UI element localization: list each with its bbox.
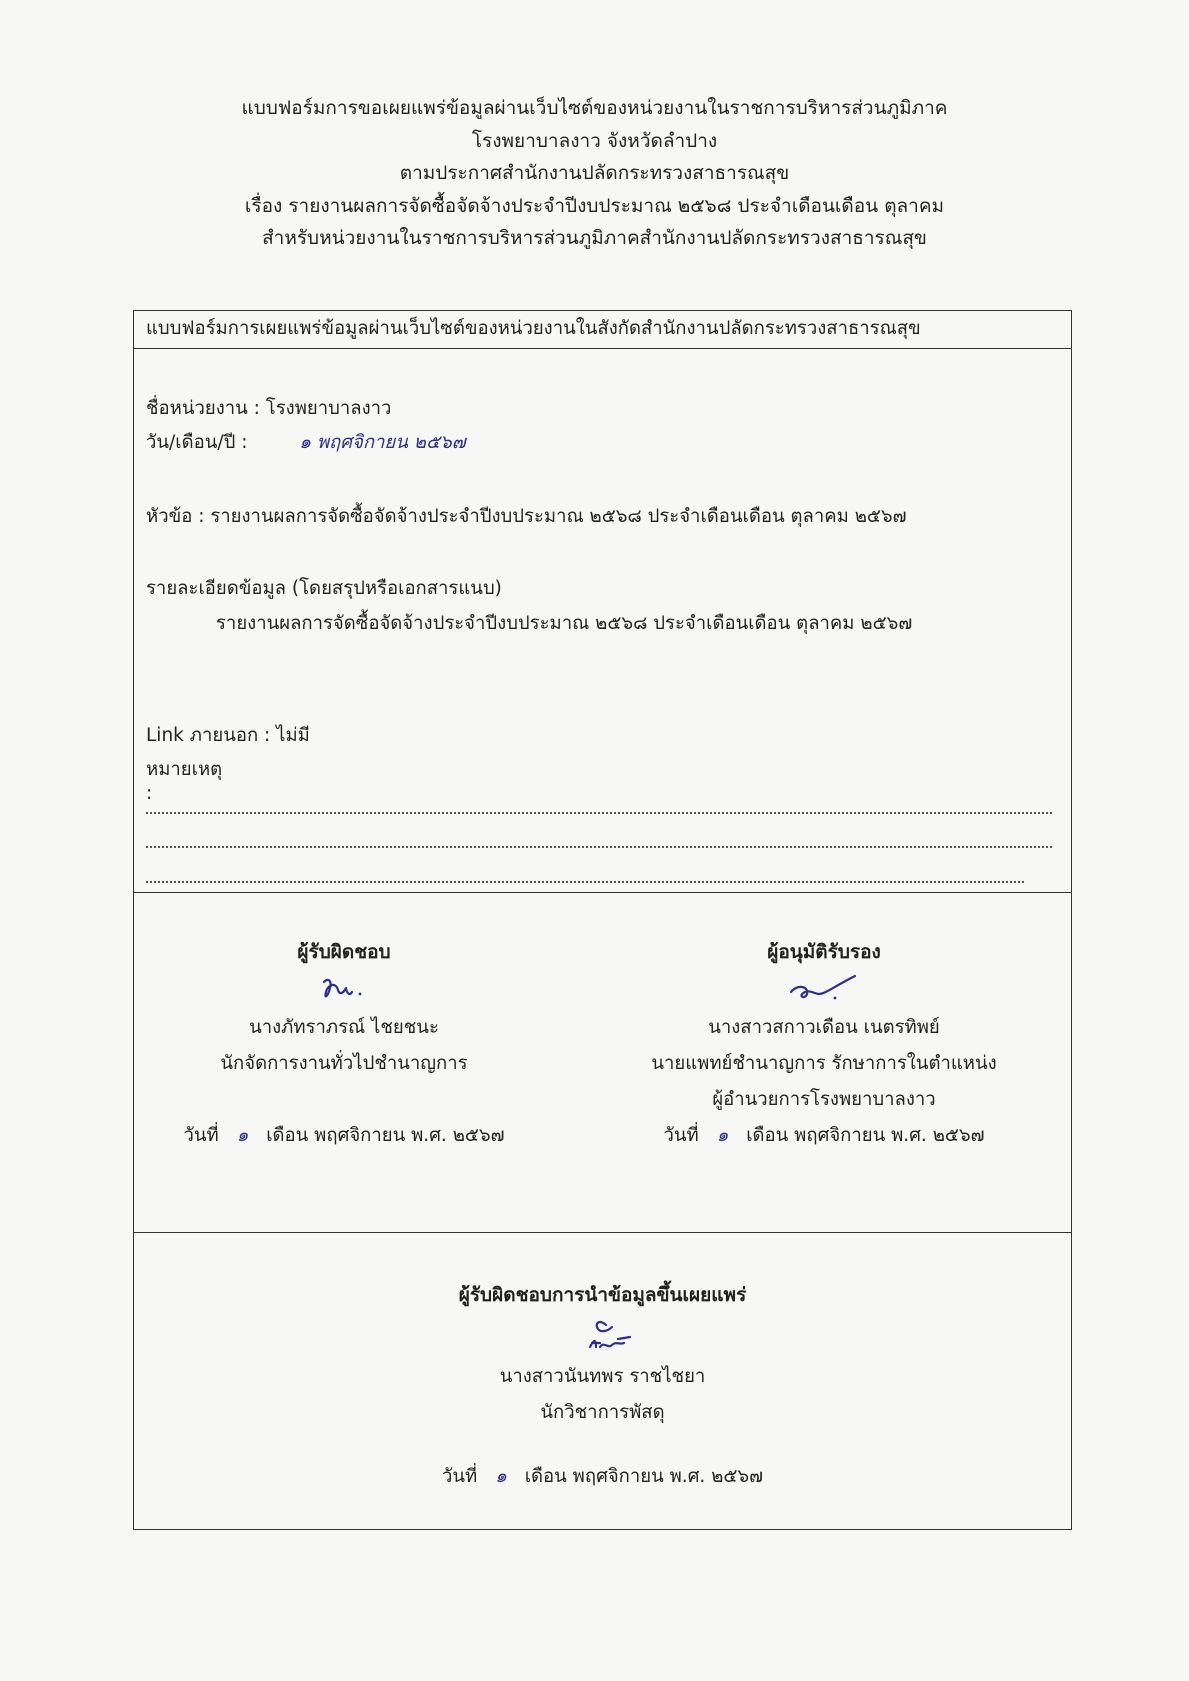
remark-dotted-line-3	[146, 881, 1024, 883]
publisher-position: นักวิชาการพัสดุ	[540, 1402, 665, 1423]
remark-dotted-line-1	[146, 812, 1052, 814]
header-line-4: เรื่อง รายงานผลการจัดซื้อจัดจ้างประจำปีงบประมาณ ๒๕๖๘ ประจำเดือนเดือน ตุลาคม	[244, 194, 945, 217]
header-line-5: สำหรับหน่วยงานในราชการบริหารส่วนภูมิภาคสำนักงานปลัดกระทรวงสาธารณสุข	[262, 227, 927, 250]
approver-date	[614, 1118, 1034, 1154]
document-header	[0, 92, 1189, 255]
date-value: ๑ พฤศจิกายน ๒๕๖๗	[299, 432, 466, 453]
approver-date-rest: เดือน พฤศจิกายน พ.ศ. ๒๕๖๗	[746, 1125, 985, 1146]
approver-block	[614, 934, 1034, 1154]
publisher-date	[134, 1459, 1071, 1495]
detail-text: รายงานผลการจัดซื้อจัดจ้างประจำปีงบประมาณ ๒๕๖๘ ประจำเดือนเดือน ตุลาคม ๒๕๖๗	[216, 613, 913, 634]
responsible-signature	[314, 970, 374, 1010]
publisher-date-day: ๑	[495, 1466, 507, 1487]
publisher-block	[134, 1277, 1071, 1495]
header-line-2: โรงพยาบาลงาว จังหวัดลำปาง	[471, 129, 718, 152]
responsible-date-prefix: วันที่	[183, 1125, 219, 1146]
external-link: Link ภายนอก : ไม่มี	[146, 725, 310, 746]
remark-dotted-line-2	[146, 846, 1052, 848]
header-line-1: แบบฟอร์มการขอเผยแพร่ข้อมูลผ่านเว็บไซต์ของหน่วยงานในราชการบริหารส่วนภูมิภาค	[241, 97, 948, 119]
form-frame	[133, 310, 1072, 1530]
publisher-date-prefix: วันที่	[441, 1466, 478, 1487]
remark-label: หมายเหตุ	[146, 759, 223, 780]
responsible-block	[174, 934, 514, 1154]
publisher-signature	[568, 1313, 638, 1359]
responsible-date	[174, 1118, 514, 1154]
form-title: แบบฟอร์มการเผยแพร่ข้อมูลผ่านเว็บไซต์ของหน่วยงานในสังกัดสำนักงานปลัดกระทรวงสาธารณสุข	[134, 311, 1071, 349]
approver-position-2: ผู้อำนวยการโรงพยาบาลงาว	[712, 1089, 936, 1110]
remark-colon: :	[146, 783, 153, 804]
detail-label: รายละเอียดข้อมูล (โดยสรุปหรือเอกสารแนบ)	[146, 578, 502, 599]
header-line-3: ตามประกาศสำนักงานปลัดกระทรวงสาธารณสุข	[399, 162, 790, 185]
approver-name: นางสาวสกาวเดือน เนตรทิพย์	[708, 1017, 940, 1038]
publisher-date-rest: เดือน พฤศจิกายน พ.ศ. ๒๕๖๗	[524, 1466, 764, 1487]
date-row	[146, 428, 466, 457]
publisher-name: นางสาวนันทพร ราชไชยา	[499, 1366, 706, 1387]
approver-date-day: ๑	[716, 1125, 729, 1146]
date-label: วัน/เดือน/ปี :	[146, 432, 248, 453]
approver-date-prefix: วันที่	[663, 1125, 699, 1146]
section-divider-1	[134, 892, 1071, 893]
subject: หัวข้อ : รายงานผลการจัดซื้อจัดจ้างประจำปีงบประมาณ ๒๕๖๘ ประจำเดือนเดือน ตุลาคม ๒๕๖๗	[146, 506, 907, 527]
approver-title: ผู้อนุมัติรับรอง	[767, 941, 881, 963]
responsible-position: นักจัดการงานทั่วไปชำนาญการ	[220, 1053, 468, 1074]
agency-name: ชื่อหน่วยงาน : โรงพยาบาลงาว	[146, 398, 392, 419]
responsible-date-day: ๑	[236, 1125, 249, 1146]
approver-signature	[779, 970, 869, 1010]
section-divider-2	[134, 1232, 1071, 1233]
publisher-title: ผู้รับผิดชอบการนำข้อมูลขึ้นเผยแพร่	[458, 1284, 747, 1306]
responsible-title: ผู้รับผิดชอบ	[297, 941, 391, 963]
responsible-date-rest: เดือน พฤศจิกายน พ.ศ. ๒๕๖๗	[266, 1125, 505, 1146]
responsible-name: นางภัทราภรณ์ ไชยชนะ	[249, 1017, 439, 1038]
approver-position-1: นายแพทย์ชำนาญการ รักษาการในตำแหน่ง	[651, 1053, 997, 1074]
